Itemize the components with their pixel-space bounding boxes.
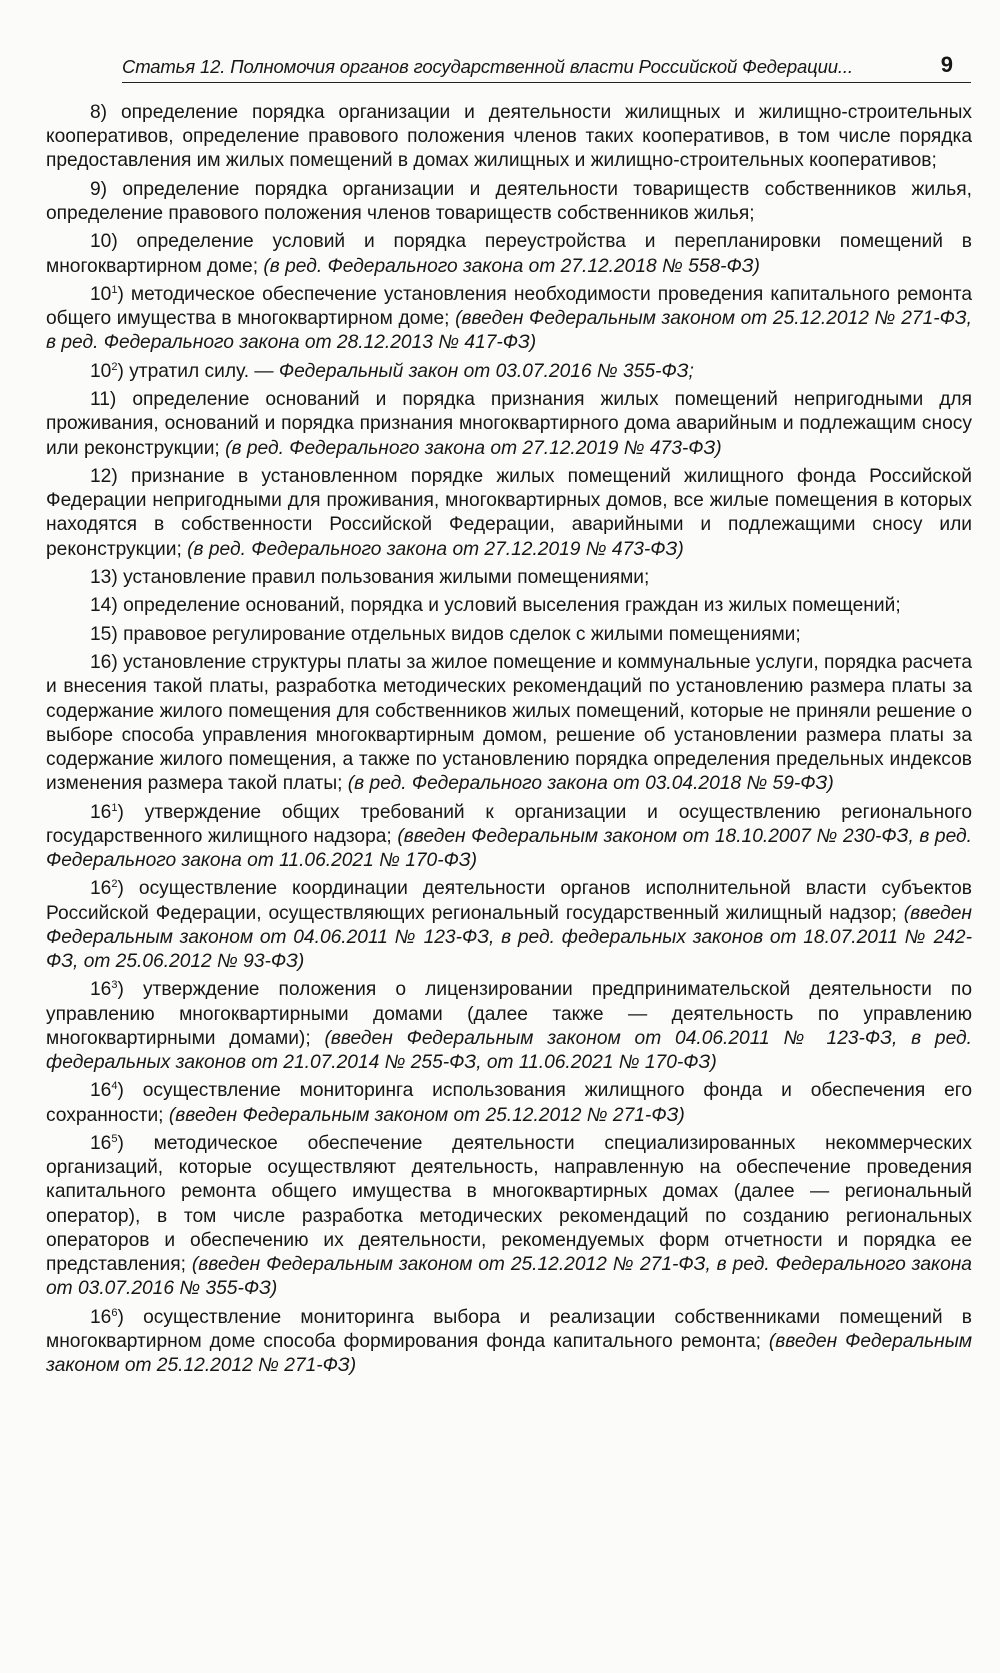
amendment-reference: (введен Федеральным законом от 25.12.2012 № 271-ФЗ, в ред. Федерального закона от 28.12.2013 № 417-ФЗ) (46, 308, 973, 354)
item-text: ) методическое обеспечение установления необходимости проведения капитального ремонта общего имущества в многоквартирном доме; (46, 283, 972, 330)
item-number: 10 (90, 231, 112, 253)
item-number: 16 (90, 1132, 112, 1154)
amendment-reference: (введен Федеральным законом от 25.12.2012 № 271-ФЗ) (168, 1104, 685, 1126)
running-header (36, 48, 971, 88)
item-superscript: 4 (111, 1080, 118, 1093)
list-item (46, 283, 972, 356)
amendment-reference: (введен Федеральным законом от 25.12.2012 № 271-ФЗ) (46, 1330, 972, 1376)
item-number: 15 (90, 623, 112, 645)
list-item (46, 388, 972, 461)
amendment-reference: (в ред. Федерального закона от 03.04.2018 № 59-ФЗ) (347, 773, 834, 795)
amendment-reference: (введен Федеральным законом от 25.12.2012 № 271-ФЗ, в ред. Федерального закона от 03.07.2016 № 355-ФЗ) (46, 1253, 972, 1300)
list-item (46, 978, 972, 1075)
item-text: ) определение порядка организации и деятельности жилищных и жилищно-строительных кооперативов, определение правового положения членов таких кооперативов, в том числе порядка предоставления им жилых помещений в домах жилищных и жилищно-строительных кооперативов; (46, 102, 972, 172)
item-superscript: 1 (111, 283, 118, 296)
item-text: ) признание в установленном порядке жилых помещений жилищного фонда Российской Федерации непригодными для проживания, многоквартирных домов, все жилые помещения в которых находятся в собственности Российской Федерации, аварийными и подлежащими сносу или реконструкции; (46, 465, 972, 560)
header-rule (122, 82, 971, 83)
item-number: 9 (90, 178, 101, 200)
item-text: ) осуществление мониторинга использования жилищного фонда и обеспечения его сохранности; (46, 1080, 972, 1126)
list-item (46, 801, 972, 874)
item-superscript: 6 (111, 1306, 118, 1319)
item-text: ) утратил силу. — (117, 360, 279, 382)
list-item (46, 623, 972, 647)
item-number: 14 (90, 595, 112, 617)
item-number: 11 (90, 389, 110, 411)
item-superscript: 2 (111, 878, 118, 891)
article-body (46, 101, 972, 1382)
item-text: ) определение условий и порядка переустройства и перепланировки помещений в многоквартирном доме; (46, 231, 972, 277)
item-superscript: 5 (111, 1132, 118, 1145)
running-header-title: Статья 12. Полномочия органов государственной власти Российской Федерации... (122, 56, 853, 77)
list-item (46, 178, 972, 226)
amendment-reference: (введен Федеральным законом от 04.06.2011 № 123-ФЗ, в ред. федеральных законов от 18.07.2011 № 242-ФЗ, от 25.06.2012 № 93-ФЗ) (46, 902, 972, 972)
item-number: 13 (90, 566, 112, 588)
item-text: ) утверждение положения о лицензировании предпринимательской деятельности по управлению многоквартирными домами (далее также — деятельность по управлению многоквартирными домами); (46, 979, 972, 1049)
amendment-reference: (в ред. Федерального закона от 27.12.2018 № 558-ФЗ) (263, 255, 760, 277)
item-text: ) установление структуры платы за жилое помещение и коммунальные услуги, порядка расчета и внесения такой платы, разработка методических рекомендаций по установлению размера платы за содержание жилого помещения для собственников жилых помещений, которые не приняли решение о выборе способа управления многоквартирным домом, решение об установлении размера платы за содержание жилого помещения, а также по установлению порядка определения предельных индексов изменения размера такой платы; (46, 652, 972, 795)
list-item (46, 566, 972, 590)
item-text: ) утверждение общих требований к организации и осуществлению регионального государственного жилищного надзора; (46, 801, 972, 847)
list-item (46, 651, 972, 796)
list-item (46, 877, 972, 974)
list-item (46, 594, 972, 618)
list-item (46, 1132, 972, 1301)
list-item (46, 360, 972, 384)
item-number: 16 (90, 1080, 112, 1102)
item-text: ) осуществление мониторинга выбора и реализации собственниками помещений в многоквартирном доме способа формирования фонда капитального ремонта; (46, 1306, 972, 1352)
page-number: 9 (940, 52, 953, 77)
item-number: 16 (90, 878, 112, 900)
item-number: 16 (90, 801, 112, 823)
item-text: ) определение оснований, порядка и условий выселения граждан из жилых помещений; (111, 595, 901, 617)
amendment-reference: (в ред. Федерального закона от 27.12.2019 № 473-ФЗ) (225, 437, 722, 459)
item-number: 10 (90, 360, 112, 382)
item-number: 16 (90, 979, 112, 1001)
list-item (46, 1306, 972, 1379)
amendment-reference: Федеральный закон от 03.07.2016 № 355-ФЗ; (278, 360, 694, 382)
list-item (46, 1079, 972, 1127)
list-item (46, 465, 972, 562)
item-number: 12 (90, 465, 112, 487)
item-superscript: 1 (111, 801, 118, 814)
item-number: 16 (90, 652, 112, 674)
list-item (46, 101, 972, 174)
item-text: ) методическое обеспечение деятельности специализированных некоммерческих организаций, которые осуществляют деятельность, направленную на обеспечение проведения капитального ремонта общего имущества в многоквартирных домах (далее — региональный оператор), в том числе разработка методических рекомендаций по созданию региональных операторов и обеспечению их деятельности, рекомендуемых форм отчетности и порядка ее представления; (46, 1132, 972, 1275)
amendment-reference: (введен Федеральным законом от 18.10.2007 № 230-ФЗ, в ред. Федерального закона от 11.06.2021 № 170-ФЗ) (46, 825, 972, 871)
item-superscript: 3 (111, 979, 118, 992)
item-text: ) определение оснований и порядка признания жилых помещений непригодными для проживания, оснований и порядка признания многоквартирного дома аварийным и подлежащим сносу или реконструкции; (46, 389, 972, 459)
amendment-reference: (введен Федеральным законом от 04.06.2011 № 123-ФЗ, в ред. федеральных законов от 21.07.2014 № 255-ФЗ, от 11.06.2021 № 170-ФЗ) (46, 1027, 972, 1073)
item-text: ) определение порядка организации и деятельности товариществ собственников жилья, определение правового положения членов товариществ собственников жилья; (46, 178, 972, 224)
item-superscript: 2 (111, 360, 118, 373)
item-number: 16 (90, 1306, 112, 1328)
item-text: ) правовое регулирование отдельных видов сделок с жилыми помещениями; (111, 623, 801, 645)
item-text: ) осуществление координации деятельности органов исполнительной власти субъектов Российской Федерации, осуществляющих региональный государственный жилищный надзор; (46, 878, 972, 924)
list-item (46, 230, 972, 278)
item-text: ) установление правил пользования жилыми помещениями; (111, 566, 650, 588)
item-number: 10 (90, 283, 112, 305)
item-number: 8 (90, 102, 101, 123)
amendment-reference: (в ред. Федерального закона от 27.12.2019 № 473-ФЗ) (187, 538, 684, 560)
